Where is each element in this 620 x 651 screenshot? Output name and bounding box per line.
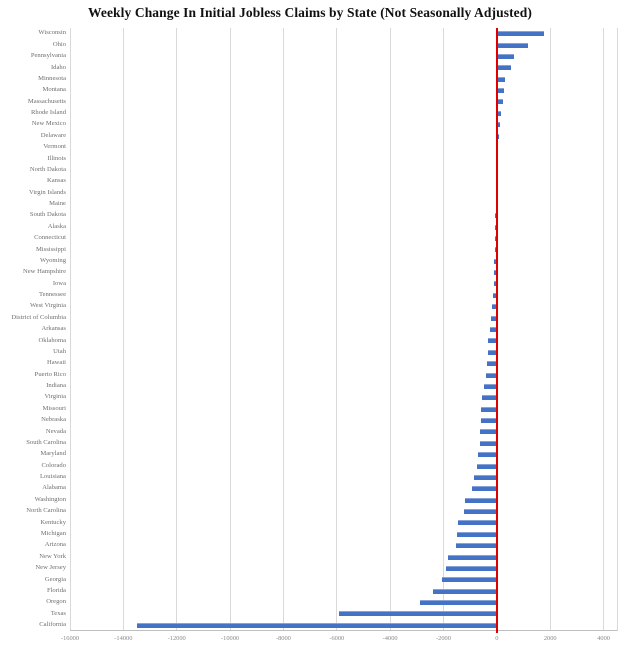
bar [137,623,497,628]
bar-row [70,210,617,221]
bar-row [70,85,617,96]
bar-row [70,290,617,301]
bar [446,566,497,571]
plot-area [70,28,618,631]
x-tick-label: -2000 [436,635,451,642]
state-label: Illinois [47,154,66,162]
x-tick-label: -14000 [114,635,133,642]
bar-row [70,233,617,244]
bar-row [70,256,617,267]
bar-row [70,460,617,471]
x-tick-label: 2000 [543,635,557,642]
x-tick-label: -16000 [60,635,80,642]
state-label: New Jersey [35,564,66,572]
bar [482,395,497,400]
bar-row [70,494,617,505]
zero-reference-line [496,28,498,633]
state-label: South Carolina [26,438,66,446]
bar-row [70,153,617,164]
state-label: Louisiana [39,473,66,481]
bar-row [70,426,617,437]
bar-row [70,278,617,289]
bar-row [70,142,617,153]
x-tick-label: -6000 [329,635,345,642]
state-label: North Dakota [29,165,66,173]
state-label: Kentucky [40,518,66,526]
bar-row [70,438,617,449]
state-label: Nebraska [41,416,66,424]
bar [458,520,496,525]
state-label: Virgin Islands [28,188,66,196]
bar-row [70,165,617,176]
bar [465,498,497,503]
bar-row [70,563,617,574]
bar-row [70,51,617,62]
bar-row [70,244,617,255]
state-label: Puerto Rico [34,370,66,378]
state-label: Maine [49,200,66,208]
bar-row [70,324,617,335]
bar-row [70,392,617,403]
bar-row [70,597,617,608]
bar-row [70,96,617,107]
x-tick-label: -10000 [221,635,240,642]
state-label: Indiana [46,382,66,390]
bar [497,65,511,70]
bar-row [70,529,617,540]
state-label: North Carolina [26,507,66,515]
state-label: Arizona [44,541,66,549]
state-label: Tennessee [39,291,66,299]
bar-row [70,483,617,494]
y-axis-state-labels [0,28,66,631]
bar [448,555,496,560]
state-label: Hawaii [46,359,66,367]
bar-row [70,369,617,380]
state-label: Washington [34,495,66,503]
bar-row [70,358,617,369]
state-label: New Hampshire [22,268,66,276]
bar-row [70,108,617,119]
bar [497,54,514,59]
bar [474,475,496,480]
bar-row [70,472,617,483]
bar [464,509,497,514]
state-label: Oregon [46,598,66,606]
bar [481,407,496,412]
state-label: Utah [53,347,66,355]
bar-row [70,199,617,210]
state-label: Michigan [40,529,66,537]
bar-row [70,312,617,323]
x-tick-label: 0 [495,635,499,642]
bar-row [70,517,617,528]
state-label: Mississippi [35,245,66,253]
bar-row [70,574,617,585]
state-label: Maryland [40,450,66,458]
state-label: Iowa [52,279,66,287]
bar [477,464,497,469]
state-label: West Virginia [29,302,66,310]
state-label: Colorado [41,461,66,469]
state-label: Massachusetts [27,97,66,105]
state-label: Wyoming [40,256,66,264]
state-label: Montana [42,86,66,94]
state-label: Connecticut [34,234,66,242]
bar [480,429,497,434]
state-label: Kansas [46,177,66,185]
state-label: Pennsylvania [30,52,66,60]
bar-row [70,551,617,562]
bar [481,418,497,423]
state-label: Missouri [42,404,66,412]
bar-row [70,415,617,426]
bar-row [70,347,617,358]
bar [472,486,497,491]
state-label: Florida [46,586,66,594]
state-label: Virginia [44,393,66,401]
bar-row [70,403,617,414]
state-label: New Mexico [31,120,66,128]
bar-row [70,540,617,551]
state-label: Arkansas [41,325,66,333]
state-label: Nevada [45,427,66,435]
bar-row [70,119,617,130]
state-label: California [39,621,66,628]
state-label: Texas [50,609,66,617]
x-tick-label: 4000 [597,635,610,642]
bar-row [70,74,617,85]
chart-title: Weekly Change In Initial Jobless Claims by State (Not Seasonally Adjusted) [88,5,532,20]
bar [497,77,505,82]
state-label: Oklahoma [38,336,66,344]
bar-row [70,267,617,278]
state-label: District of Columbia [11,313,66,321]
state-label: Alaska [47,222,66,230]
state-label: Rhode Island [31,109,66,117]
bar [497,31,544,36]
state-label: Minnesota [38,74,66,82]
x-axis-tick-labels [60,633,618,645]
bar-row [70,176,617,187]
bar-row [70,449,617,460]
bar-row [70,381,617,392]
bar-row [70,608,617,619]
state-label: Georgia [44,575,66,583]
bar [433,589,496,594]
state-label: Delaware [40,131,66,139]
bar-row [70,28,617,39]
state-label: Vermont [43,143,66,151]
bar-row [70,187,617,198]
bar-row [70,62,617,73]
state-label: South Dakota [29,211,66,219]
bar-row [70,335,617,346]
state-label: Idaho [50,63,66,71]
x-tick-label: -12000 [167,635,186,642]
x-tick-label: -4000 [382,635,398,642]
state-label: New York [39,552,66,560]
bar-row [70,506,617,517]
bar [442,577,496,582]
bar [480,441,497,446]
bar [456,543,497,548]
bar [478,452,497,457]
x-tick-label: -8000 [275,635,291,642]
bar-row [70,301,617,312]
bar [339,611,496,616]
bar [420,600,497,605]
bar-row [70,130,617,141]
bar-row [70,620,617,631]
state-label: Ohio [52,40,66,48]
bar-row [70,39,617,50]
bar [497,43,528,48]
bar-row [70,585,617,596]
bar [457,532,496,537]
state-label: Wisconsin [38,29,66,37]
bar-row [70,221,617,232]
state-label: Alabama [42,484,66,492]
